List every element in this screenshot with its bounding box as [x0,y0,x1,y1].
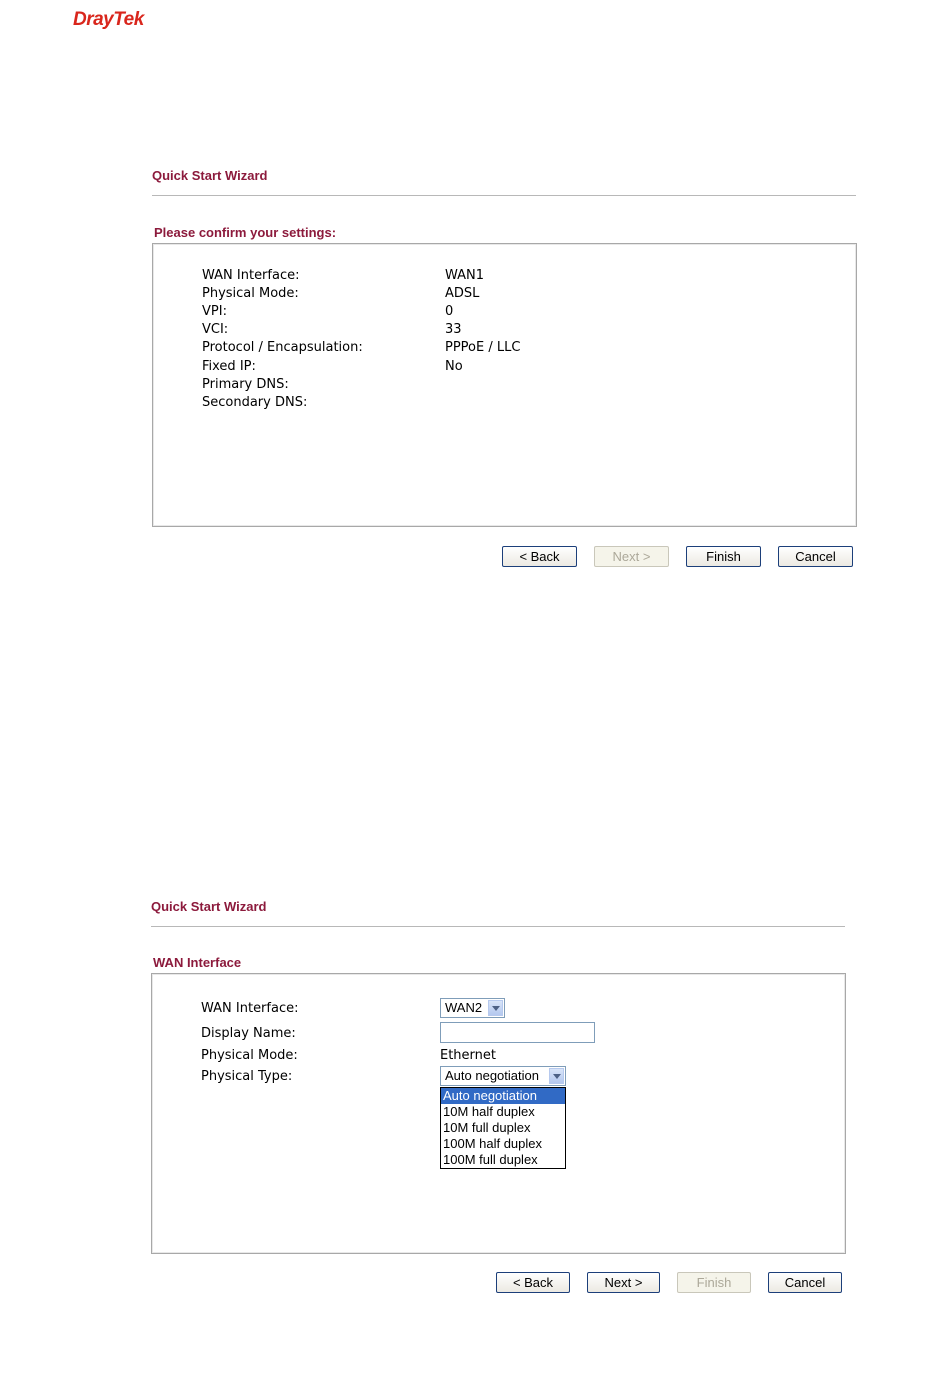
physical-mode-value: Ethernet [440,1048,496,1063]
wizard-title: Quick Start Wizard [151,899,267,914]
chevron-down-icon[interactable] [549,1068,564,1084]
physical-type-dropdown-list [440,1087,566,1169]
physical-type-label: Physical Type: [201,1069,293,1084]
section-title: Please confirm your settings: [154,225,337,240]
dropdown-option-100m-half-duplex[interactable]: 100M half duplex [443,1136,543,1151]
next-button[interactable]: Next > [587,1272,660,1293]
summary-value: 0 [445,304,454,319]
display-name-input[interactable] [440,1022,595,1043]
summary-label: Primary DNS: [202,377,289,392]
dropdown-option-auto-negotiation[interactable]: Auto negotiation [441,1088,565,1104]
summary-label: Secondary DNS: [202,395,308,410]
summary-label: VPI: [202,304,227,319]
summary-label: Fixed IP: [202,359,256,374]
physical-mode-label: Physical Mode: [201,1048,298,1063]
physical-type-select[interactable] [440,1066,566,1086]
summary-label: Physical Mode: [202,286,299,301]
title-divider [151,926,845,927]
physical-type-selected: Auto negotiation [445,1068,539,1083]
finish-button[interactable]: Finish [686,546,761,567]
wan-interface-panel [151,973,846,1254]
title-divider [152,195,856,196]
back-button[interactable]: < Back [502,546,577,567]
summary-label: WAN Interface: [202,268,300,283]
next-button[interactable]: Next > [594,546,669,567]
summary-value: WAN1 [445,268,485,283]
wan-interface-selected: WAN2 [445,1000,483,1015]
summary-value: PPPoE / LLC [445,340,521,355]
section-title: WAN Interface [153,955,242,970]
finish-button[interactable]: Finish [677,1272,751,1293]
summary-label: VCI: [202,322,229,337]
settings-summary-panel [152,243,857,527]
draytek-logo: DrayTek [73,9,144,30]
wan-interface-label: WAN Interface: [201,1001,299,1016]
summary-label: Protocol / Encapsulation: [202,340,363,355]
cancel-button[interactable]: Cancel [768,1272,842,1293]
dropdown-option-100m-full-duplex[interactable]: 100M full duplex [443,1152,538,1167]
back-button[interactable]: < Back [496,1272,570,1293]
dropdown-option-10m-half-duplex[interactable]: 10M half duplex [443,1104,535,1119]
summary-value: No [445,359,463,374]
cancel-button[interactable]: Cancel [778,546,853,567]
wan-interface-select[interactable] [440,998,505,1018]
wizard-title: Quick Start Wizard [152,168,268,183]
summary-value: 33 [445,322,462,337]
chevron-down-icon[interactable] [488,1000,503,1016]
summary-value: ADSL [445,286,480,301]
display-name-label: Display Name: [201,1026,296,1041]
dropdown-option-10m-full-duplex[interactable]: 10M full duplex [443,1120,531,1135]
